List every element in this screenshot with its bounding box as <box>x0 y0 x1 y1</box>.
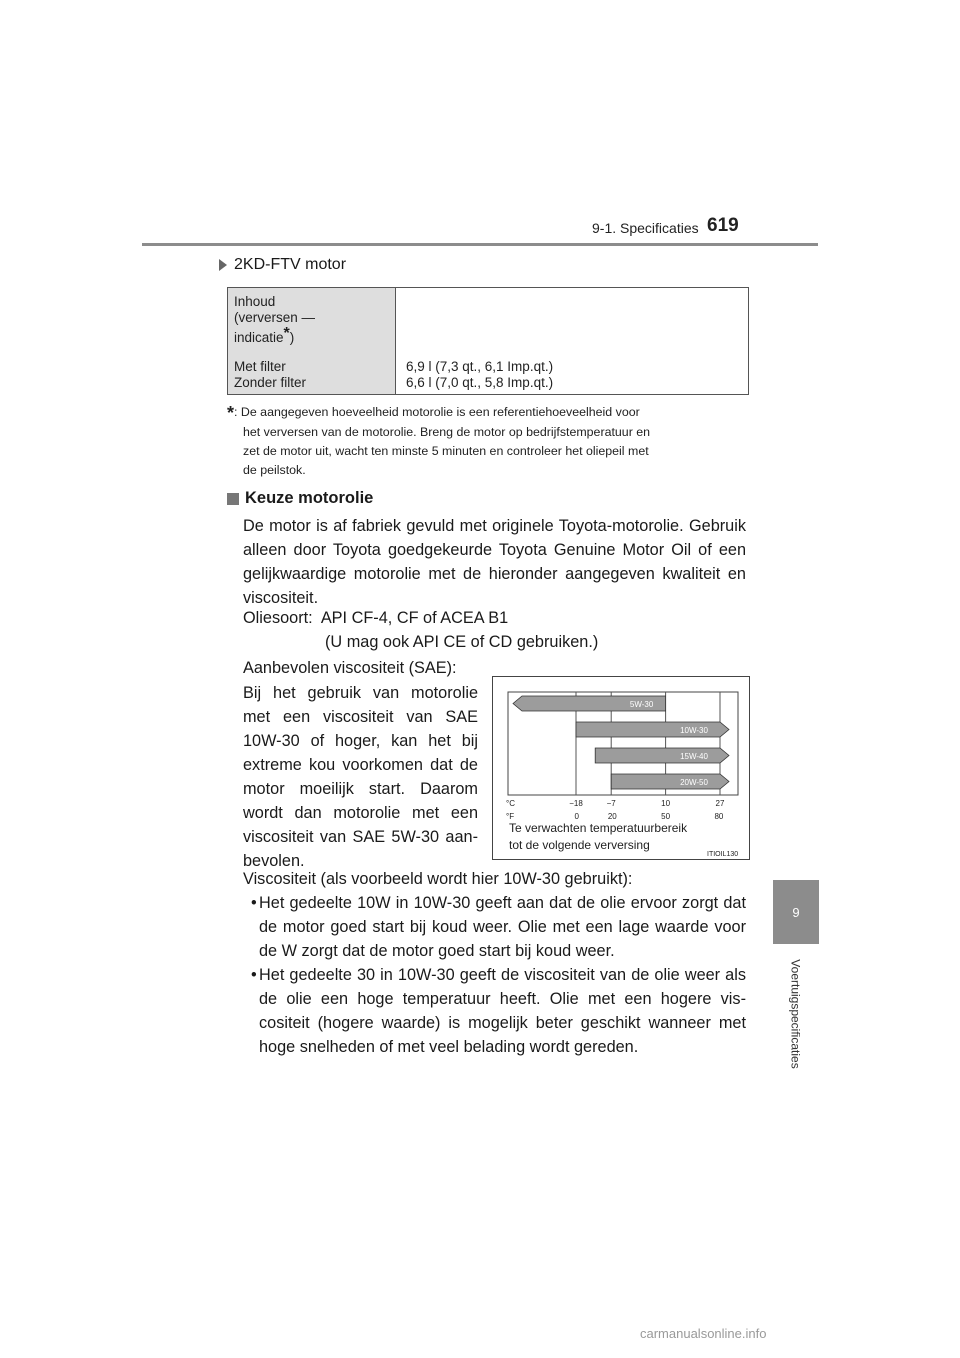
range-bar-label: 20W-50 <box>680 778 708 787</box>
fahrenheit-tick-label: 80 <box>714 812 724 821</box>
chart-caption-line1: Te verwachten temperatuurbereik <box>509 821 688 835</box>
figure-id: ITIOIL130 <box>707 851 739 858</box>
celsius-tick-label: 10 <box>661 799 671 808</box>
fahrenheit-tick-label: 0 <box>574 812 579 821</box>
viscosity-recommendation: Aanbevolen viscositeit (SAE): <box>243 659 457 677</box>
capacity-table <box>227 287 749 395</box>
viscosity-example-intro: Viscositeit (als voorbeeld wordt hier 10W-30 gebruikt): <box>243 870 633 888</box>
oil-type: Oliesoort: API CF-4, CF of ACEA B1 <box>243 609 509 627</box>
watermark: carmanualsonline.info <box>640 1326 767 1341</box>
cold-start-paragraph: Bij het gebruik van motorolie met een viscositeit van SAE 10W-30 of hoger, kan het bij extreme kou voorkomen dat de motor moeilijk start. Daarom wordt dan motorolie met een viscositeit van SAE 5W-30 aan-bevolen. <box>243 684 478 870</box>
celsius-tick-label: −7 <box>606 799 616 808</box>
triangle-bullet-icon <box>219 259 227 271</box>
row-values: 6,9 l (7,3 qt., 6,1 Imp.qt.) 6,6 l (7,0 qt., 5,8 Imp.qt.) <box>406 359 554 390</box>
celsius-tick-label: 27 <box>715 799 725 808</box>
range-bar-20w-50 <box>611 774 729 789</box>
list-item: • Het gedeelte 30 in 10W-30 geeft de viscositeit van de olie weer als de olie een hoge temperatuur heeft. Olie met een hogere vis-cositeit (hogere waarde) is mogelijk beter geschikt wanneer met hoge snelheden of met veel belading wordt gereden. <box>251 966 746 1056</box>
table-header: Inhoud (verversen — indicatie*) <box>234 294 316 345</box>
fahrenheit-tick-label: 50 <box>661 812 671 821</box>
fahrenheit-unit-label: °F <box>506 812 515 821</box>
row-labels: Met filter Zonder filter <box>234 359 307 390</box>
header-divider <box>142 243 818 246</box>
range-bar-15w-40 <box>595 748 729 763</box>
chapter-tab-label: Voertuigspecificaties <box>789 959 803 1069</box>
engine-heading <box>219 256 346 274</box>
chart-caption-line2: tot de volgende verversing <box>509 838 650 852</box>
celsius-tick-label: −18 <box>569 799 583 808</box>
celsius-unit-label: °C <box>506 799 515 808</box>
engine-heading-text: 2KD-FTV motor <box>234 256 347 273</box>
fahrenheit-tick-label: 20 <box>607 812 617 821</box>
range-bar-label: 10W-30 <box>680 726 708 735</box>
chapter-number: 9 <box>792 904 800 920</box>
footnote: *: De aangegeven hoeveelheid motorolie is een referentiehoeveelheid voor het verversen van de motorolie. Breng de motor op bedrijfstemperatuur en zet de motor uit, wacht ten minste 5 minuten en controleer het oliepeil met de peilstok. <box>227 403 651 477</box>
range-bar-label: 15W-40 <box>680 752 708 761</box>
oil-type-alternative: (U mag ook API CE of CD gebruiken.) <box>325 633 599 651</box>
page-number: 619 <box>707 215 739 236</box>
section-title: 9-1. Specificaties <box>592 220 699 236</box>
viscosity-chart-svg <box>492 676 750 860</box>
range-bar-label: 5W-30 <box>629 700 654 709</box>
intro-paragraph: De motor is af fabriek gevuld met originele Toyota-motorolie. Gebruik alleen door Toyota goedgekeurde Toyota Genuine Motor Oil of een gelijkwaardige motorolie met de hieronder aangegeven kwaliteit en viscositeit. <box>243 517 746 607</box>
square-bullet-icon <box>227 493 239 505</box>
section-heading: Keuze motorolie <box>227 489 373 508</box>
list-item: • Het gedeelte 10W in 10W-30 geeft aan dat de olie ervoor zorgt dat de motor goed start bij koud weer. Olie met een lage waarde voor de W zorgt dat de motor goed start bij koud weer. <box>251 894 746 960</box>
chapter-tab[interactable] <box>773 880 819 944</box>
viscosity-chart <box>492 676 750 860</box>
